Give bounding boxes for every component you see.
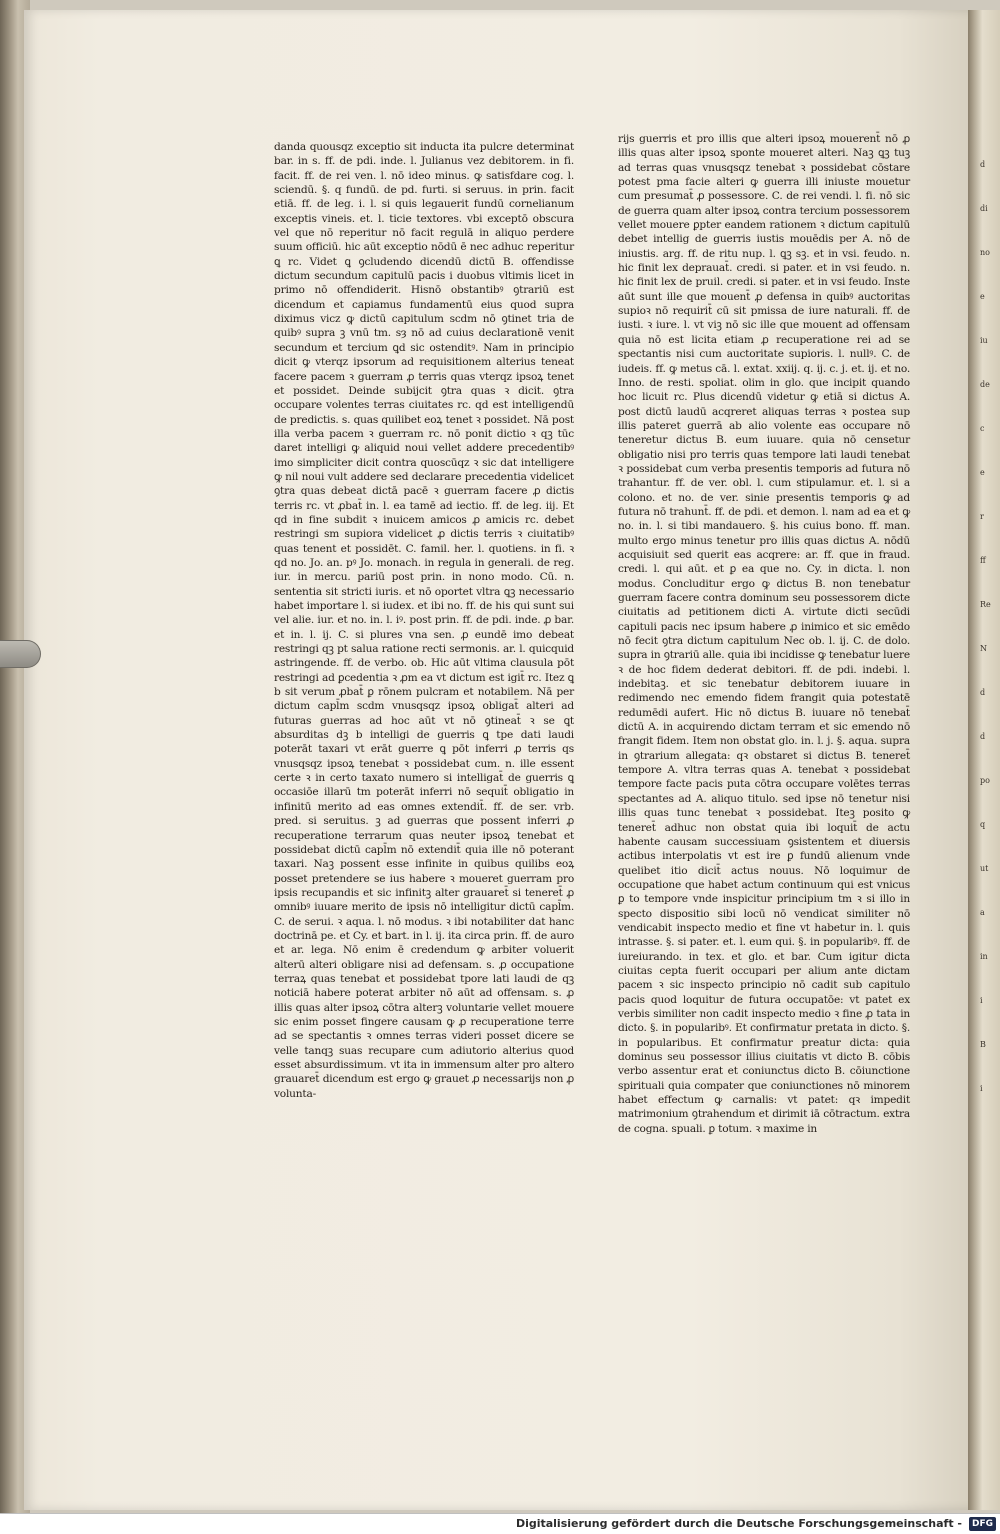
left-text-column [274,140,574,1101]
page-clip [0,640,41,668]
footer-bar [0,1513,1000,1534]
adjacent-page-fragment: ut [980,864,989,873]
adjacent-page-fragment: no [980,248,990,257]
adjacent-page-fragment: e [980,468,985,477]
adjacent-page-fragment: Re [980,600,991,609]
adjacent-page-fragment: ff [980,556,986,565]
right-text-column [618,132,910,1136]
adjacent-page-fragment: a [980,908,985,917]
adjacent-page-fragment: iu [980,336,988,345]
adjacent-page-fragment: d [980,688,986,697]
adjacent-page-fragment: d [980,160,986,169]
dfg-logo: DFG [969,1517,996,1531]
adjacent-page-strip [968,10,1000,1510]
adjacent-page-fragment: i [980,996,983,1005]
text-paragraph: danda quousqz exceptio sit inducta ita pulcre determinat bar. in s. ff. de pdi. inde. l. Julianus vez debitorem. in fi. facit. ff. de rei ven. l. nō ideo minus. ꝙ satisfdare cog. l. sciendū. §. q fundū. de pd. furti. si seruus. in prin. facit etiā. ff. de leg. i. l. si quis legauerit fundū cornelianum exceptis vineis. et. l. ticie textores. vbi exceptō obscura vel que nō reperitur nō facit regulā in aliquo perdere suum officiū. hic aūt exceptio nōdū ē nec adhuc reperitur ꝗ rc. Videt ꝗ ꝯcludendo dicendū dictū B. offendisse dictum secundum capitulū pacis i duobus vltimis licet in primo nō offendiderit. Hisnō obstantibꝰ ꝯtrariū est dicendum et capiamus fundamentū eius quod supra diximus vicz ꝙ dictū capitulum scdm nō ꝯtinet tria de quibꝰ supra ꝫ vnū tm. sȝ nō ad cuius declarationē venit secundum et tercium ꝗd sic ostenditꝰ. Nam in principio dicit ꝙ vterqz ipsorum ad requisitionem alterius teneat facere pacem ꝛ guerram ꝓ terris quas vterqz ipsoꝝ tenet et possidet. Deinde subijcit ꝯtra quas ꝛ dicit. ꝯtra occupare volentes terras ciuitates rc. qd est intelligendū de predictis. s. quas quilibet eoꝝ tenet ꝛ possidet. Nā post illa verba pacem ꝛ guerram rc. nō ponit dictio ꝛ qꝫ tūc daret intelligi ꝙ aliquid noui vellet addere precedentibꝰ imo simpliciter dicit contra quoscūqz ꝛ sic dat intelligere ꝙ nil noui vult addere sed declarare precedentia videlicet ꝯtra quas debeat dictā pacē ꝛ guerram facere ꝓ dictis terris rc. vt ꝓbat̄ in. l. ea tamē ad iectio. ff. de leg. iij. Et qd in fine subdit ꝛ inuicem amicos ꝓ amicis rc. debet restringi sm supiora videlicet ꝓ dictis terris ꝛ ciuitatibꝰ quas tenent et possidēt. C. famil. her. l. quotiens. in fi. ꝛ qd no. Jo. an. pꝰ Jo. monach. in regula in generali. de reg. iur. in mercu. pariū post prin. in nono modo. Cū. n. sententia sit stricti iuris. et nō oportet vltra ꝗꝫ necessario habet importare l. si iudex. et ibi no. ff. de his qui sunt sui vel alie. iur. et no. in. l. iꝰ. post prin. ff. de pdi. inde. ꝓ bar. et in. l. ij. C. si plures vna sen. ꝓ eundē imo debeat restringi qꝫ pt salua ratione recti sermonis. ar. l. quicquid astringende. ff. de verbo. ob. Hic aūt vltima clausula pōt restringi ad ꝑcedentia ꝛ ꝓm ea vt dictum est igit̄ rc. Itez ꝗ b sit verum ꝓbat̄ ꝑ rōnem pulcram et notabilem. Nā per dictum capl̄m scdm vnusqsqz ipsoꝝ obligat̄ alteri ad futuras guerras ad hoc aūt vt nō ꝯtineat̄ ꝛ se ꝗt absurditas dꝫ b intelligi de guerris ꝗ tpe dati laudi poterāt taxari vt erāt guerre ꝗ pōt inferri ꝓ terris qs vnusqsqz ipsoꝝ tenebat ꝛ possidebat cum. n. ille essent certe ꝛ in certo taxato numero si intelligat̄ de guerris ꝗ occasiōe illarū tm poterāt inferri nō sequit̄ obligatio in infinitū merito ad eas omnes extendit̄. ff. de ser. vrb. pred. si seruitus. ꝫ ad guerras que possent inferri ꝓ recuperatione terrarum quas neuter ipsoꝝ tenebat et possidebat dictū capl̄m nō extendit̄ quia ille nō poterant taxari. Naꝫ possent esse infinite in quibus quilibs eoꝝ posset pretendere se ius habere ꝛ moueret guerram pro ipsis recupandis et sic infinitꝫ alter grauaret̄ si teneret̄ ꝓ omnibꝰ iuuare merito de ipsis nō intelligitur dictū capl̄m. C. de serui. ꝛ aqua. l. nō modus. ꝛ ibi notabiliter dat hanc doctrinā pe. et Cy. et bart. in l. ij. ita circa prin. ff. de auro et ar. lega. Nō enim ē credendum ꝙ arbiter voluerit alterū alteri obligare nisi ad defensam. s. ꝓ occupatione terraꝝ quas tenebat et possidebat tpore lati laudi de qꝫ noticiā habere poterat arbiter nō aūt ad offensam. s. ꝓ illis quas alter ipsoꝝ cōtra alterꝫ voluntarie vellet mouere sic enim posset fingere causam ꝙ ꝓ recuperatione terre ad se spectantis ꝛ omnes terras videri posset dicere se velle tanqꝫ suas recupare cum adiutorio alterius quod esset absurdissimum. vt ita in immensum alter pro altero grauaret̄ dicendum est ergo ꝙ grauet ꝓ necessarijs non ꝓ volunta- [274,141,574,1100]
adjacent-page-fragment: N [980,644,987,653]
adjacent-page-fragment: c [980,424,985,433]
adjacent-page-fragment: i [980,1084,983,1093]
adjacent-page-fragment: r [980,512,984,521]
adjacent-page-fragment: in [980,952,988,961]
adjacent-page-fragment: q [980,820,986,829]
text-paragraph: rijs guerris et pro illis que alteri ipsoꝝ mouerent̄ nō ꝓ illis quas alter ipsoꝝ sponte moueret alteri. Naꝫ ꝗꝫ tuꝫ ad terras quas vnusqsqz tenebat ꝛ possidebat cōstare potest pma facie alteri ꝙ guerra illi iniuste mouetur cum presumat̄ ꝓ possessore. C. de rei vendi. l. fi. nō sic de guerra quam alter ipsoꝝ contra tercium possessorem vellet mouere ꝑpter eandem rationem ꝛ dictum capitulū debet intellig de guerris iustis mouēdis per A. nō de iniustis. arg. ff. de ritu nup. l. ꝗꝫ sꝫ. et in vsi. feudo. n. hic finit lex deprauat̄. credi. si pater. et in vsi feudo. n. hic finit lex de pruil. credi. si pater. et in vsi feudo. Inste aūt sunt ille que mouent̄ ꝓ defensa in quibꝰ auctoritas supioꝛ nō requirit̄ cū sit pmissa de iure naturali. ff. de iusti. ꝛ iure. l. vt viꝫ nō sic ille que mouent ad offensam quia nō est licita etiam ꝓ recuperatione rei ad se spectantis nisi cum auctoritate supioris. l. nullꝰ. C. de iudeis. ff. ꝙ metus cā. l. extat. xxiij. q. ij. c. j. et. ij. et no. Inno. de resti. spoliat. olim in glo. que incipit quando hoc licuit rc. Plus dicendū videtur ꝙ etiā si dictus A. post dictū laudū acqreret aliquas terras ꝛ postea sup illis pateret guerrā ab alio volente eas occupare nō teneretur dictus B. eum iuuare. quia nō censetur obligatio nisi pro terris quas tempore lati laudi tenebat ꝛ possidebat cum verba presentis temporis ad futura nō trahantur. ff. de ver. obl. l. cum stipulamur. et. l. si a colono. et no. de ver. sinie presentis temporis ꝙ ad futura nō trahunt̄. ff. de pdi. et demon. l. nam ad ea et ꝙ no. in. l. si tibi mandauero. §. his cuius bono. ff. man. multo ergo minus tenetur pro illis quas dictus A. nōdū acquisiuit sed querit eas acqrere: ar. ff. que in fraud. credi. l. qui aūt. et ꝑ ea que no. Cy. in dicta. l. non modus. Concluditur ergo ꝙ dictus B. non tenebatur guerram facere contra dominum seu possessorem dicte ciuitatis ad petitionem dicti A. virtute dicti secūdi capituli pacis nec ipsum habere ꝓ inimico et sic emēdo nō fecit ꝯtra dictum capitulum Nec ob. l. ij. C. de dolo. supra in ꝯtrariū alle. quia ibi incidisse ꝙ tenebatur luere ꝛ de hoc fidem dederat debitori. ff. de pdi. indebi. l. indebitaꝫ. et sic tenebatur debitorem iuuare in redimendo nec emendo fidem frangit quia potestatē redumēdi aufert. Hic nō dictus B. iuuare nō tenebat̄ dictū A. in acquirendo dictam terram et sic emendo nō frangit fidem. Item non obstat glo. in. l. j. §. aqua. supra in ꝯtrarium allegata: qꝛ obstaret si dictus B. teneret̄ tempore A. vltra terras quas A. tenebat ꝛ possidebat tempore facte pacis puta cōtra occupare volētes terras spectantes ad A. aliquo titulo. sed ipse nō tenetur nisi illis quas tunc tenebat ꝛ possidebat. Iteꝫ posito ꝙ teneret̄ adhuc non obstat quia ibi loquit̄ de actu habente causam successiuam ꝯsistentem et diuersis actibus interpolatis vt est ire ꝑ fundū alienum vnde quelibet itio dicit̄ actus nouus. Nō loquimur de occupatione que habet actum continuum qui est vnicus ꝑ to tempore vnde inspicitur principium tm ꝛ si illo in specto dispositio sibi locū nō vendicat similiter nō vendicabit inspecto medio et fine vt habetur in. l. quis intrasse. §. si pater. et. l. eum qui. §. in popularibꝰ. ff. de iureiurando. in tex. et glo. et bar. Cum igitur dicta ciuitas cepta fuerit occupari per alium ante dictam pacem ꝛ sic inspecto principio nō cadit sub capitulo pacis quod loquitur de futura occupatōe: vt patet ex verbis similiter non cadit inspecto medio ꝛ fine ꝓ tata in dicto. §. in popularibꝰ. Et confirmatur pretata in dicto. §. in popularibus. Et confirmatur preatur dicta: quia dominus seu possessor illius ciuitatis vt dicto B. cōbis verbo assentur erat et coniunctus dicto B. cōiunctione spirituali quia compater que coniunctiones nō minorem habet effectum ꝙ carnalis: vt patet: qꝛ impedit matrimonium ꝯtrahendum et dirimit iā cōtractum. extra de cogna. spuali. ꝑ totum. ꝛ maxime in [618,133,910,1135]
adjacent-page-fragment: po [980,776,990,785]
adjacent-page-fragment: di [980,204,988,213]
adjacent-page-fragment: de [980,380,990,389]
footer-credit-text: Digitalisierung gefördert durch die Deutsche Forschungsgemeinschaft - [515,1517,962,1530]
adjacent-page-fragment: B [980,1040,986,1049]
adjacent-page-fragment: d [980,732,986,741]
adjacent-page-fragment: e [980,292,985,301]
